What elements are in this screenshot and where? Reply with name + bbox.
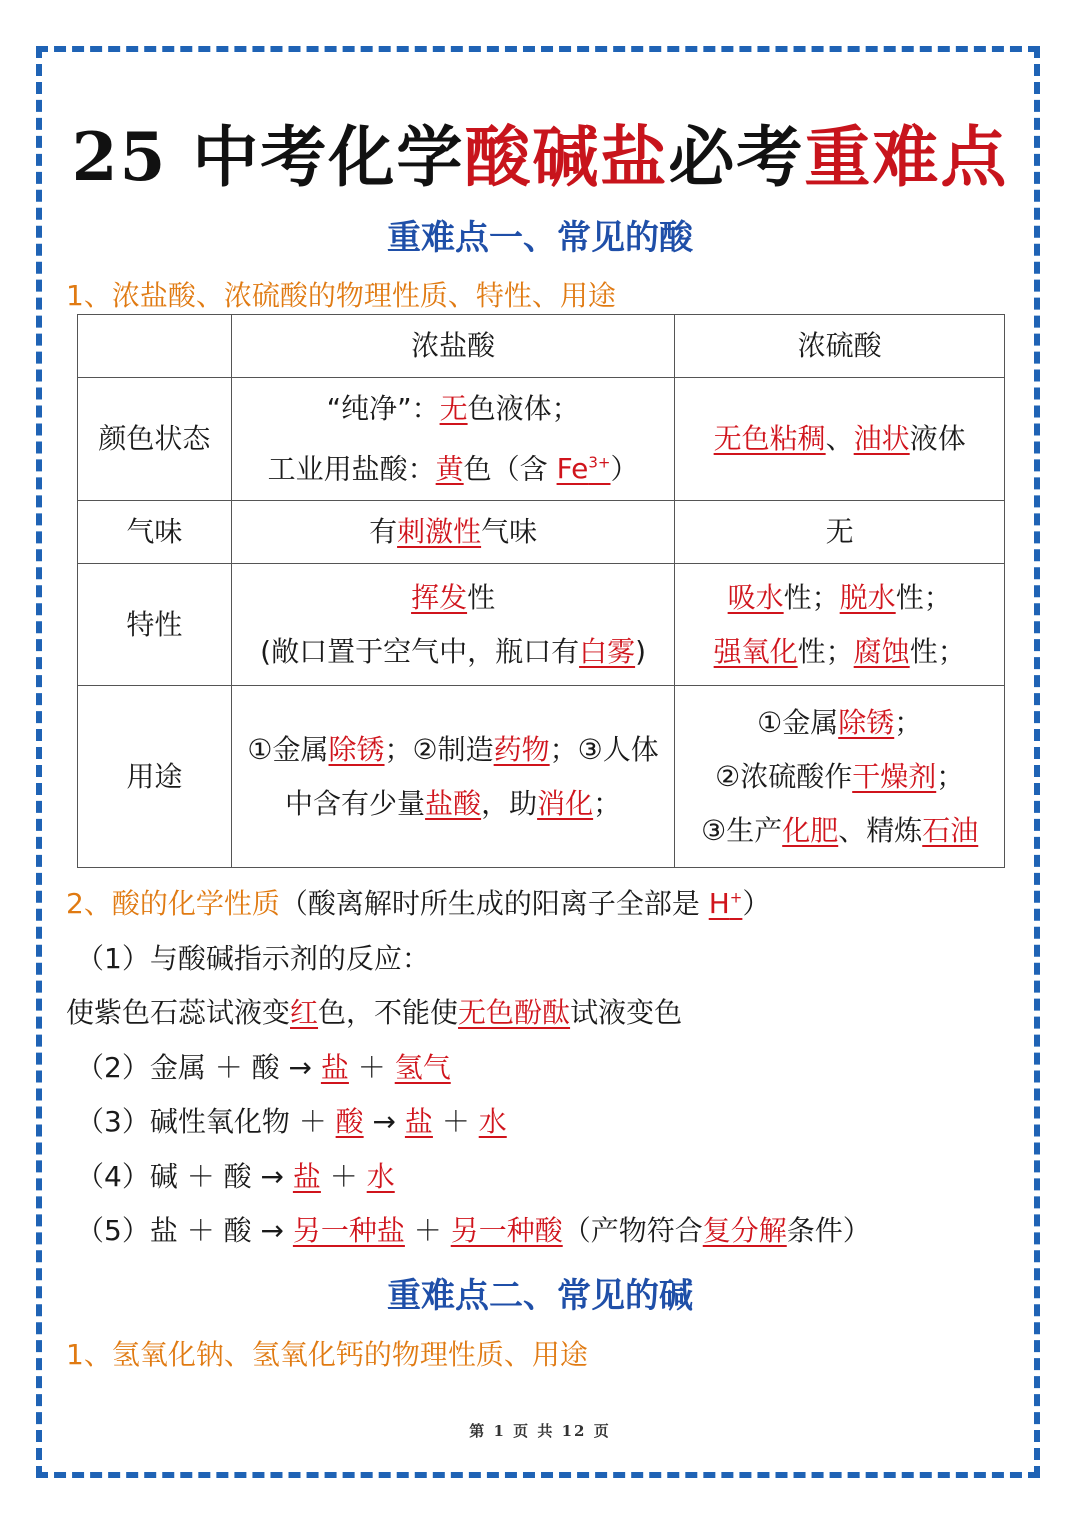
text: ） (610, 452, 639, 486)
text: → (363, 1105, 405, 1138)
keyword: 无色粘稠 (713, 422, 826, 456)
text: 、 (825, 422, 854, 456)
text: 中含有少量 (285, 786, 426, 820)
keyword: 化肥 (782, 813, 839, 847)
cell-h2so4-smell: 无 (675, 501, 1005, 564)
table-row (78, 378, 1005, 501)
keyword: 挥发 (411, 580, 468, 614)
table-row (78, 501, 1005, 564)
superscript: + (729, 888, 743, 907)
superscript: 3+ (588, 454, 611, 472)
page-title (0, 104, 1080, 199)
text: “纯净”： (326, 392, 440, 425)
reaction-3 (76, 1100, 507, 1140)
row-label-smell: 气味 (78, 501, 232, 564)
subheading-base-properties: 1、氢氧化钠、氢氧化钙的物理性质、用途 (66, 1338, 588, 1371)
text: （产物符合 (562, 1214, 703, 1247)
text: ； (936, 759, 965, 793)
keyword: 盐酸 (425, 786, 482, 820)
keyword: 红 (290, 996, 319, 1029)
reaction-1-heading: （1）与酸碱指示剂的反应： (76, 942, 430, 975)
table-header-row (78, 315, 1005, 378)
keyword: 强氧化 (713, 634, 798, 668)
cell-hcl-trait (231, 564, 675, 686)
text: ＋ (348, 1051, 395, 1084)
text: （5）盐 ＋ 酸 → (76, 1214, 293, 1247)
text: ；②制造 (384, 732, 494, 766)
keyword: 油状 (853, 422, 910, 456)
reaction-4 (76, 1155, 395, 1195)
text: ①金属 (247, 732, 329, 766)
keyword: 石油 (922, 813, 979, 847)
header-hcl: 浓盐酸 (231, 315, 675, 378)
keyword: 脱水 (839, 580, 896, 614)
text: (敞口置于空气中，瓶口有 (260, 634, 580, 668)
keyword: 盐 (404, 1105, 433, 1138)
keyword: 另一种酸 (450, 1214, 563, 1247)
text: ＋ (320, 1160, 367, 1193)
text: 性； (895, 580, 952, 614)
keyword-fe-ion (557, 452, 611, 485)
cell-hcl-smell (231, 501, 675, 564)
title-part4: 重难点 (804, 118, 1009, 196)
text: 液体 (909, 422, 966, 456)
text: ③生产 (701, 813, 783, 847)
text: 色液体； (467, 392, 580, 425)
text: ； (593, 786, 622, 820)
keyword: 药物 (493, 732, 550, 766)
text: （酸离解时所生成的阳离子全部是 (279, 887, 709, 920)
text: 气味 (481, 515, 538, 549)
keyword: 无色酚酞 (458, 996, 571, 1029)
title-part1: 25 中考化学 (71, 118, 465, 196)
keyword: 氢气 (394, 1051, 451, 1084)
section-heading-acids: 重难点一、常见的酸 (387, 218, 693, 258)
text: 工业用盐酸： (267, 452, 436, 486)
text: 性 (467, 580, 496, 614)
text: 性； (909, 634, 966, 668)
text: ＋ (432, 1105, 479, 1138)
row-label-color-state: 颜色状态 (78, 378, 232, 501)
cell-hcl-color-state (231, 378, 675, 501)
cell-h2so4-trait (675, 564, 1005, 686)
section-heading-bases: 重难点二、常见的碱 (387, 1276, 693, 1316)
text: 条件） (786, 1214, 871, 1247)
keyword: 复分解 (702, 1214, 787, 1247)
reaction-5 (76, 1209, 871, 1249)
text: ） (742, 887, 771, 920)
keyword: 水 (478, 1105, 507, 1138)
text: （2）金属 ＋ 酸 → (76, 1051, 321, 1084)
subheading-acid-properties: 1、浓盐酸、浓硫酸的物理性质、特性、用途 (66, 279, 616, 312)
reaction-1-detail (66, 991, 682, 1031)
text: ②浓硫酸作 (715, 759, 853, 793)
text: 使紫色石蕊试液变 (66, 996, 291, 1029)
keyword: 无 (439, 392, 468, 425)
keyword: 盐 (320, 1051, 349, 1084)
text: ，助 (481, 786, 538, 820)
keyword: 消化 (537, 786, 594, 820)
keyword: 黄 (435, 452, 464, 486)
page-number: 第 1 页 共 12 页 (469, 1422, 611, 1440)
text: ①金属 (757, 705, 839, 739)
table-corner-cell (78, 315, 232, 378)
subheading-acid-chemical-properties (66, 882, 770, 922)
text: Fe (556, 452, 589, 486)
keyword: 白雾 (579, 634, 636, 668)
cell-hcl-use (231, 686, 675, 868)
text: 有 (369, 515, 398, 549)
text: 性； (783, 580, 840, 614)
text: 试液变色 (570, 996, 683, 1029)
title-part3: 必考 (668, 118, 805, 196)
row-label-use: 用途 (78, 686, 232, 868)
keyword: 另一种盐 (292, 1214, 405, 1247)
acid-properties-table (77, 314, 1005, 868)
keyword-h-ion (709, 887, 743, 920)
keyword: 除锈 (838, 705, 895, 739)
text: 、精炼 (838, 813, 923, 847)
text: 色（含 (463, 452, 557, 486)
text: ； (894, 705, 923, 739)
keyword: 刺激性 (397, 515, 482, 549)
text: 性； (797, 634, 854, 668)
text: （4）碱 ＋ 酸 → (76, 1160, 293, 1193)
keyword: 腐蚀 (853, 634, 910, 668)
keyword: 水 (366, 1160, 395, 1193)
text: 色，不能使 (318, 996, 459, 1029)
row-label-trait: 特性 (78, 564, 232, 686)
header-h2so4: 浓硫酸 (675, 315, 1005, 378)
reaction-2 (76, 1046, 451, 1086)
keyword: 盐 (292, 1160, 321, 1193)
keyword: 干燥剂 (852, 759, 937, 793)
keyword: 酸 (335, 1105, 364, 1138)
keyword: 除锈 (328, 732, 385, 766)
title-part2: 酸碱盐 (464, 118, 669, 196)
text: （3）碱性氧化物 ＋ (76, 1105, 336, 1138)
text: ) (635, 634, 647, 668)
text: ；③人体 (549, 732, 659, 766)
cell-h2so4-use (675, 686, 1005, 868)
text: H (708, 887, 730, 920)
text: 2、酸的化学性质 (66, 887, 280, 920)
cell-h2so4-color-state (675, 378, 1005, 501)
table-row (78, 686, 1005, 868)
text: ＋ (404, 1214, 451, 1247)
keyword: 吸水 (727, 580, 784, 614)
table-row (78, 564, 1005, 686)
